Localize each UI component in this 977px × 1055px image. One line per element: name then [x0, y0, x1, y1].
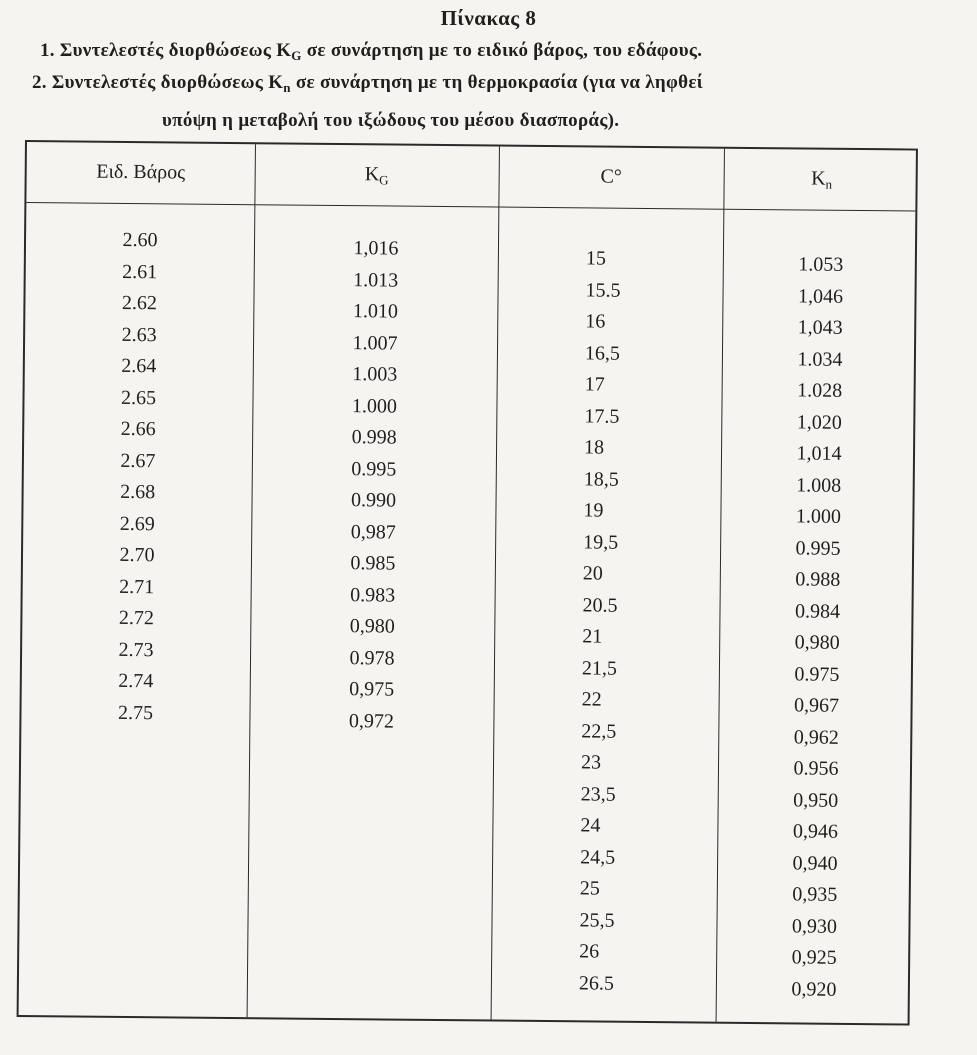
kn-cell: 1.008 — [796, 473, 842, 497]
specific-weight-cell: 2.67 — [120, 449, 156, 472]
kg-cell: 1,016 — [353, 237, 399, 260]
header-kn-letter: K — [811, 167, 826, 190]
column-kn — [716, 249, 919, 1007]
correction-table — [17, 140, 918, 1026]
kn-cell: 1,014 — [796, 442, 842, 465]
specific-weight-cell: 2.65 — [120, 386, 157, 409]
temperature-cell: 23 — [580, 751, 602, 774]
kg-cell: 0.998 — [351, 426, 397, 449]
kn-cell: 1.053 — [798, 253, 844, 276]
temperature-cell: 17 — [584, 373, 605, 396]
header-kn-subscript: n — [825, 176, 833, 192]
temperature-cell: 26 — [579, 940, 600, 963]
kn-cell: 0.995 — [795, 536, 841, 560]
kg-cell: 0,980 — [349, 615, 395, 638]
header-kn — [724, 167, 920, 194]
header-divider — [26, 202, 915, 212]
specific-weight-cell: 2.63 — [121, 323, 157, 346]
temperature-cell: 23,5 — [580, 782, 616, 806]
kg-cell: 0.985 — [350, 552, 396, 575]
kn-cell: 0,940 — [792, 851, 838, 875]
kg-cell: 0,987 — [350, 520, 396, 544]
temperature-cell: 20.5 — [582, 593, 618, 617]
temperature-cell: 24,5 — [580, 845, 616, 869]
temperature-cell: 20 — [582, 562, 603, 585]
kn-cell: 0,935 — [792, 883, 838, 906]
temperature-cell: 19 — [583, 499, 604, 522]
specific-weight-cell: 2.70 — [119, 543, 155, 567]
column-specific-weight — [21, 224, 254, 730]
temperature-cell: 21,5 — [581, 656, 618, 680]
header-temperature: C° — [600, 165, 622, 188]
kg-cell: 1.003 — [352, 363, 398, 386]
header-kg-subscript: G — [379, 172, 389, 188]
caption-line-1-subscript: G — [291, 48, 302, 63]
temperature-cell: 22 — [581, 688, 602, 711]
kn-cell: 0.984 — [794, 599, 841, 623]
header-kg — [255, 162, 499, 189]
kn-cell: 0.975 — [794, 662, 840, 686]
specific-weight-cell: 2.66 — [120, 417, 156, 441]
kn-cell: 1.028 — [797, 379, 843, 402]
kn-cell: 0,980 — [794, 631, 840, 654]
kn-cell: 0,950 — [793, 788, 839, 812]
column-kg — [249, 232, 498, 738]
specific-weight-cell: 2.60 — [122, 228, 158, 252]
kg-cell: 1.013 — [353, 268, 399, 292]
kn-cell: 1.000 — [795, 505, 842, 528]
caption-line-3: υπόψη η μεταβολή του ιξώδους του μέσου διασποράς). — [162, 110, 620, 131]
caption-line-1 — [40, 40, 702, 64]
kn-cell: 0,967 — [794, 694, 840, 717]
specific-weight-cell: 2.69 — [119, 512, 155, 535]
temperature-cell: 18 — [583, 436, 605, 459]
caption-line-1-rest: σε συνάρτηση με το ειδικό βάρος, του εδάφους. — [301, 40, 703, 61]
temperature-cell: 15 — [585, 247, 606, 270]
temperature-cell: 26.5 — [578, 971, 615, 995]
caption-line-2 — [32, 72, 703, 96]
specific-weight-cell: 2.71 — [119, 575, 155, 598]
kg-cell: 1.010 — [352, 300, 398, 323]
kg-cell: 0,972 — [348, 709, 395, 733]
kg-cell: 0.995 — [351, 457, 397, 481]
temperature-cell: 16 — [585, 310, 606, 333]
specific-weight-cell: 2.68 — [120, 480, 156, 504]
kg-cell: 1.000 — [351, 394, 398, 418]
specific-weight-cell: 2.61 — [122, 260, 158, 283]
caption-line-2-text: 2. Συντελεστές διορθώσεως K — [32, 72, 284, 93]
caption-line-2-subscript: n — [283, 80, 291, 95]
kg-cell: 1.007 — [352, 331, 398, 355]
caption-line-1-text: 1. Συντελεστές διορθώσεως K — [40, 40, 292, 61]
temperature-cell: 24 — [580, 814, 601, 837]
specific-weight-cell: 2.73 — [118, 638, 154, 661]
kg-cell: 0.983 — [350, 583, 396, 607]
specific-weight-cell: 2.74 — [118, 669, 154, 693]
temperature-cell: 25,5 — [579, 908, 615, 932]
header-kg-letter: K — [364, 163, 380, 186]
temperature-cell: 25 — [579, 877, 600, 900]
kn-cell: 0,930 — [791, 914, 838, 938]
specific-weight-cell: 2.72 — [118, 606, 155, 630]
kn-cell: 1,046 — [797, 284, 844, 308]
caption-line-2-rest: σε συνάρτηση με τη θερμοκρασία (για να ληφθεί — [290, 72, 703, 93]
header-specific-weight: Ειδ. Βάρος — [96, 160, 186, 184]
column-temperature — [491, 243, 723, 1001]
kn-cell: 0,920 — [791, 977, 837, 1001]
kg-cell: 0.990 — [350, 489, 397, 512]
kg-cell: 0,975 — [349, 678, 395, 701]
kn-cell: 0.956 — [793, 757, 839, 780]
kn-cell: 1,043 — [797, 316, 843, 339]
table-title: Πίνακας 8 — [440, 6, 537, 30]
temperature-cell: 18,5 — [583, 467, 619, 491]
specific-weight-cell: 2.62 — [121, 291, 158, 315]
temperature-cell: 15.5 — [585, 278, 621, 302]
specific-weight-cell: 2.64 — [121, 354, 157, 378]
kn-cell: 0,925 — [791, 946, 837, 969]
kg-cell: 0.978 — [349, 646, 395, 670]
kn-cell: 1.034 — [797, 347, 843, 371]
temperature-cell: 21 — [582, 625, 603, 648]
kn-cell: 0,962 — [793, 725, 839, 749]
specific-weight-cell: 2.75 — [117, 701, 154, 724]
temperature-cell: 16,5 — [584, 341, 621, 365]
temperature-cell: 22,5 — [581, 719, 617, 743]
kn-cell: 1,020 — [796, 410, 842, 434]
temperature-cell: 19,5 — [583, 530, 619, 554]
temperature-cell: 17.5 — [584, 404, 620, 428]
kn-cell: 0,946 — [792, 820, 839, 843]
kn-cell: 0.988 — [795, 568, 841, 591]
